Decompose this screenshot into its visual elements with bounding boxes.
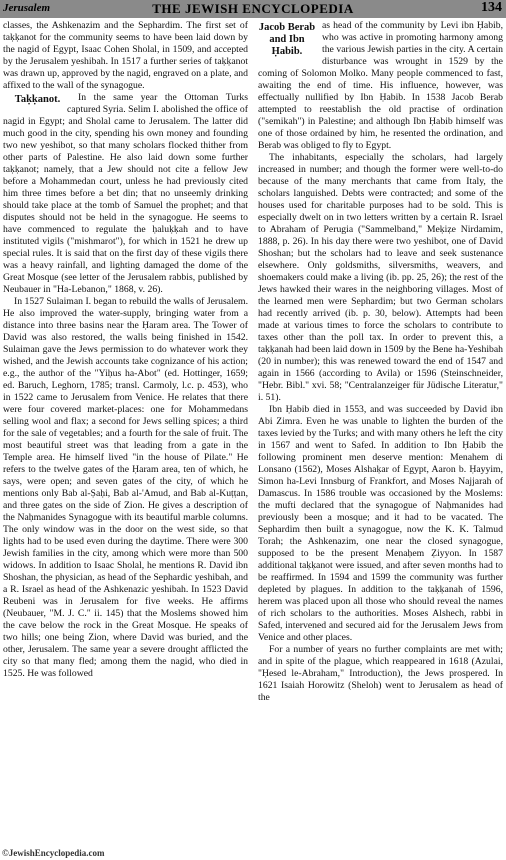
paragraph-text: as head of the community by Levi ibn Ḥabib, who was active in promoting harmony among the various Jewish parties in the city. A certain disturbance was wrought in 1529 by the coming of Solomon Molko. Many people commenced to fast, awaiting the end of time. His influence, however, was effectually nullified by Ibn Ḥabib. In 1538 Jacob Berab attempted to reestablish the old practise of ordination ("semikah") in Palestine; and although Ibn Ḥabib himself was one of those ordained by him, he resented the ordination, and Berab was obliged to fly to Egypt. [258, 20, 503, 151]
watermark[interactable]: ©JewishEncyclopedia.com [2, 848, 105, 858]
paragraph: Ibn Ḥabib died in 1553, and was succeeded by David ibn Abi Zimra. Even he was unable to lighten the burden of the taxes levied by the Turks; and with many others he left the city in 1567 and went to Safed. In addition to Ibn Ḥabib the following prominent men deserve mention: Menahem di Lonsano (1562), Moses Alshaḳar of Egypt, Aaron b. Ḥayyim, Simon ha-Levi Innsburg of Frankfort, and Moses Najjarah of Damascus. In 1586 trouble was occasioned by the Moslems: the mufti declared that the synagogue of Naḥmanides had previously been a mosque; and it had to be vacated. The Sephardim then built a synagogue, now the K. K. Talmud Torah; the Ashkenazim, one near the closed synagogue, supposed to be the present Menaḥem Ẓiyyon. In 1587 additional taḳḳanot were issued, and after seven months had to be reaffirmed. In 1594 and 1599 the community was further depleted by plagues. In addition to the taḳḳanah of 1596, herem was placed upon all those who should reveal the names of rich scholars to the authorities. Moses Alshech, rabbi in Safed, intervened and secured aid for the Jerusalem Jews from Venice and other places. [258, 404, 503, 643]
paragraph-text: In the same year the Ottoman Turks captured Syria. Selim I. abolished the office of nagid in Egypt; and Sholal came to Jerusalem. The latter did much good in the city, spending his own money and founding two new yeshibot, so that many scholars flocked thither from other parts of Palestine. He also laid down some further taḳḳanot; namely, that a Jew should not cite a fellow Jew before a Mohammedan court, unless he had previously cited him three times before a bet din; that no unseemly drinking should take place at the tomb of Samuel the prophet; and that disputes should not be held in the synagogue. He seems to have commenced to regulate the ḥaluḳḳah and to have instituted vigils ("mishmarot"), for which in 1521 he drew up special rules. It is said that on the first day of these vigils there was a heavy rainfall, and lighting damaged the dome of the Great Mosque (see letter of the Jerusalem rabbis, published by Neubauer in "Ha-Lebanon," 1868, v. 26). [3, 92, 248, 295]
paragraph [3, 92, 248, 296]
paragraph: classes, the Ashkenazim and the Sephardim. The first set of taḳḳanot for the community seems to have been laid down by the nagid of Egypt, Isaac Cohen Sholal, in 1509, and accepted by the Jerusalem yeshibah. In 1517 a further series of taḳḳanot was drawn up, approved by the nagid, engraved on a plate, and affixed to the wall of the synagogue. [3, 20, 248, 91]
right-column [258, 20, 503, 848]
paragraph: In 1527 Sulaiman I. began to rebuild the walls of Jerusalem. He also improved the water-supply, bringing water from a distance into three basins near the Ḥaram area. The Tower of David was also restored, the walls being finished in 1542. Sulaiman gave the Jews permission to do whatever work they wished, and the Jewish accounts take cognizance of his action; e.g., the author of the "Yiḥus ha-Abot" (ed. Hottinger, 1659; ed. Baruch, Leghorn, 1785; transl. Carmoly, l.c. p. 453), who in 1522 came to Jerusalem from Venice. He relates that there were four covered market-places: one for Mohammedans selling wool and flax; a second for Jews selling spices; a third for the sale of vegetables; and a fourth for the sale of fruit. The most beautiful street was that leading from a gate in the Temple area. He himself lived "in the house of Pilate." He refers to the twelve gates of the Ḥaram area, ten of which, he says, were open; and seven gates of the city, of which he mentions only Bab al-Ṣaḥi, Bab al-'Amud, and Bab al-Kuṭṭan, and three gates on the side of Zion. He gives a description of the Naḥmanides Synagogue with its beautiful marble columns. The only window was in the door on the west side, so that lights had to be used even during the daytime. There were 300 Jewish families in the city, among which were more than 500 widows. In addition to Isaac Sholal, he mentions R. David ibn Shoshan, the physician, as head of the Sephardic yeshibah, and a R. Israel as head of the Ashkenazic yeshibah. In 1523 David Reubeni was in Jerusalem for five weeks. He affirms (Neubauer, "M. J. C." ii. 145) that the Moslems showed him the cave below the rock in the Great Mosque. He speaks of two hills; one being Zion, where David was buried, and the other, Jerusalem. The same year a severe drought afflicted the city so that many fled; among them the nagid, who died in 1525. He was followed [3, 296, 248, 679]
page-number: 134 [481, 0, 502, 15]
left-column [3, 20, 248, 848]
section-title: Jerusalem [3, 2, 51, 14]
marginal-note: Jacob Berab and Ibn Ḥabib. [258, 22, 316, 57]
marginal-note: Taḳḳanot. [14, 94, 61, 105]
paragraph: For a number of years no further complaints are met with; and in spite of the plague, which reappeared in 1618 (Azulai, "Ḥesed le-Abraham," Introduction), the Jews prospered. In 1621 Isaiah Horowitz (Sheloh) went to Jerusalem as head of the [258, 644, 503, 703]
paragraph [258, 20, 503, 152]
paragraph: The inhabitants, especially the scholars, had largely increased in number; and though the former were well-to-do because of the many merchants that came from Italy, the scholars languished. Debts were contracted; and some of the houses used for charitable purposes had to be sold. This is especially dwelt on in two letters written by a certain R. Israel to Abraham of Perugia ("Sammelband," Meḳiẓe Nirdamim, 1888, p. 26). In his day there were two yeshibot, one of David Shoshan; but the scholars had to leave and seek sustenance elsewhere. Only goldsmiths, silversmiths, weavers, and shoemakers could make a living (ib. pp. 25, 26); the rest of the Jews hawked their wares in the neighboring villages. Most of the learned men were Sephardim; but two German scholars had recently arrived (ib. p. 30, below). Attempts had been made at various times to force the scholars to contribute to taxes other than the poll tax. In order to prevent this, a taḳḳanah had been laid down in 1509 by the Bene ha-Yeshibah (20 in number); this was renewed toward the end of 1547 and again in 1566 (according to Avila) or 1596 (Steinschneider, "Hebr. Bibl." xvi. 58; "Centralanzeiger für Jüdische Literatur," i. 51). [258, 152, 503, 403]
page-header [0, 0, 506, 18]
encyclopedia-title: THE JEWISH ENCYCLOPEDIA [152, 1, 354, 16]
